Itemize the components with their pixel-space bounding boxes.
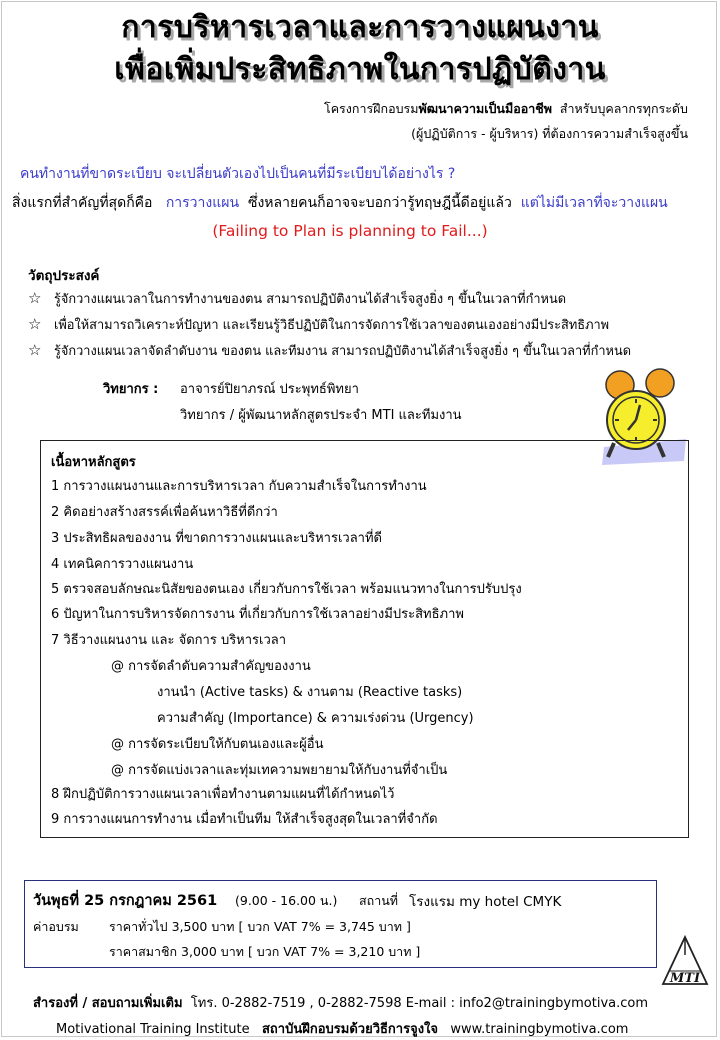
objective-item <box>28 340 631 361</box>
subtitle-bold: พัฒนาความเป็นมืออาชีพ <box>418 101 552 116</box>
objective-item <box>28 288 566 309</box>
subtitle-line-2: (ผู้ปฏิบัติการ - ผู้บริหาร) ที่ต้องการความสำเร็จสูงขึ้น <box>411 126 688 141</box>
institute-name-th: สถาบันฝึกอบรมด้วยวิธีการจูงใจ <box>261 1022 439 1037</box>
fee-member: ราคาสมาชิก 3,000 บาท [ บวก VAT 7% = 3,210 บาท ] <box>109 944 421 959</box>
star-outline-icon: ☆ <box>28 341 42 359</box>
course-item: 5 ตรวจสอบลักษณะนิสัยของตนเอง เกี่ยวกับการใช้เวลา พร้อมแนวทางในการปรับปรุง <box>51 582 522 597</box>
institute-website: www.trainingbymotiva.com <box>450 1022 629 1037</box>
subtitle-suffix: สำหรับบุคลากรทุกระดับ <box>559 101 688 116</box>
fee-label: ค่าอบรม <box>33 919 79 934</box>
speaker-label: วิทยากร : <box>103 382 159 397</box>
contact-email: E-mail : info2@trainingbymotiva.com <box>405 996 649 1011</box>
question-text: คนทำงานที่ขาดระเบียบ จะเปลี่ยนตัวเองไปเป็นคนที่มีระเบียบได้อย่างไร ? <box>20 166 456 182</box>
course-content-box <box>40 440 689 838</box>
event-date: วันพุธที่ 25 กรกฎาคม 2561 <box>33 893 218 909</box>
objective-text: เพื่อให้สามารถวิเคราะห์ปัญหา และเรียนรู้วิธีปฏิบัติในการจัดการใช้เวลาของตนเองอย่างมีประสิทธิภาพ <box>54 318 610 333</box>
contact-label: สำรองที่ / สอบถามเพิ่มเติม <box>33 996 183 1011</box>
title-line-2: เพื่อเพิ่มประสิทธิภาพในการปฏิบัติงาน <box>114 52 606 87</box>
speaker-name: อาจารย์ปิยาภรณ์ ประพุทธ์พิทยา <box>180 382 359 397</box>
objective-item <box>28 314 609 335</box>
course-item: 7 วิธีวางแผนงาน และ จัดการ บริหารเวลา <box>51 633 287 648</box>
course-subitem: @ การจัดลำดับความสำคัญของงาน <box>111 659 311 674</box>
objective-text: รู้จักวางแผนเวลาจัดลำดับงาน ของตน และทีมงาน สามารถปฏิบัติงานได้สำเร็จสูงยิ่ง ๆ ขึ้นในเวลาที่กำหนด <box>54 344 632 359</box>
subtitle-prefix: โครงการฝึกอบรม <box>323 101 419 116</box>
course-item: 1 การวางแผนงานและการบริหารเวลา กับความสำเร็จในการทำงาน <box>51 479 427 494</box>
course-subitem: งานนำ (Active tasks) & งานตาม (Reactive tasks) <box>157 685 463 700</box>
institute-name-en: Motivational Training Institute <box>56 1022 250 1037</box>
course-subitem: ความสำคัญ (Importance) & ความเร่งด่วน (Urgency) <box>157 711 474 726</box>
fee-general: ราคาทั่วไป 3,500 บาท [ บวก VAT 7% = 3,745 บาท ] <box>109 919 411 934</box>
objectives-heading: วัตถุประสงค์ <box>28 268 100 284</box>
speaker-role: วิทยากร / ผู้พัฒนาหลักสูตรประจำ MTI และทีมงาน <box>180 408 462 423</box>
mti-pyramid-logo <box>660 935 710 987</box>
first-thing-line <box>12 192 668 214</box>
course-heading: เนื้อหาหลักสูตร <box>51 455 136 470</box>
title-line-1: การบริหารเวลาและการวางแผนงาน <box>121 10 599 45</box>
objective-text: รู้จักวางแผนเวลาในการทำงานของตน สามารถปฏิบัติงานได้สำเร็จสูงยิ่ง ๆ ขึ้นในเวลาที่กำหนด <box>54 292 567 307</box>
first-thing-prefix: สิ่งแรกที่สำคัญที่สุดก็คือ <box>12 195 153 211</box>
course-item: 8 ฝึกปฏิบัติการวางแผนเวลาเพื่อทำงานตามแผนที่ได้กำหนดไว้ <box>51 787 395 802</box>
logo-text: MTI <box>669 971 701 986</box>
course-item: 9 การวางแผนการทำงาน เมื่อทำเป็นทีม ให้สำเร็จสูงสุดในเวลาที่จำกัด <box>51 812 438 827</box>
course-item: 4 เทคนิคการวางแผนงาน <box>51 557 194 572</box>
event-info-box <box>24 880 657 968</box>
quote-text: (Failing to Plan is planning to Fail...) <box>212 222 488 240</box>
star-outline-icon: ☆ <box>28 289 42 307</box>
event-time: (9.00 - 16.00 น.) <box>235 893 338 908</box>
contact-line <box>33 992 648 1013</box>
course-item: 3 ประสิทธิผลของงาน ที่ขาดการวางแผนและบริหารเวลาที่ดี <box>51 531 382 546</box>
contact-phones: โทร. 0-2882-7519 , 0-2882-7598 <box>190 996 402 1011</box>
star-outline-icon: ☆ <box>28 315 42 333</box>
course-item: 2 คิดอย่างสร้างสรรค์เพื่อค้นหาวิธีที่ดีกว่า <box>51 505 278 520</box>
course-subitem: @ การจัดแบ่งเวลาและทุ่มเทความพยายามให้กับงานที่จำเป็น <box>111 763 448 778</box>
first-thing-middle: ซึ่งหลายคนก็อาจจะบอกว่ารู้ทฤษฎีนี้ดีอยู่แล้ว <box>247 195 512 211</box>
subtitle-line-1 <box>324 99 688 119</box>
course-item: 6 ปัญหาในการบริหารจัดการงาน ที่เกี่ยวกับการใช้เวลาอย่างมีประสิทธิภาพ <box>51 607 464 622</box>
course-subitem: @ การจัดระเบียบให้กับตนเองและผู้อื่น <box>111 737 324 752</box>
institute-line <box>56 1018 628 1039</box>
first-thing-highlight: การวางแผน <box>165 195 240 211</box>
event-venue: โรงแรม my hotel CMYK <box>409 894 562 910</box>
event-venue-label: สถานที่ <box>359 893 399 908</box>
first-thing-suffix: แต่ไม่มีเวลาที่จะวางแผน <box>520 195 668 211</box>
